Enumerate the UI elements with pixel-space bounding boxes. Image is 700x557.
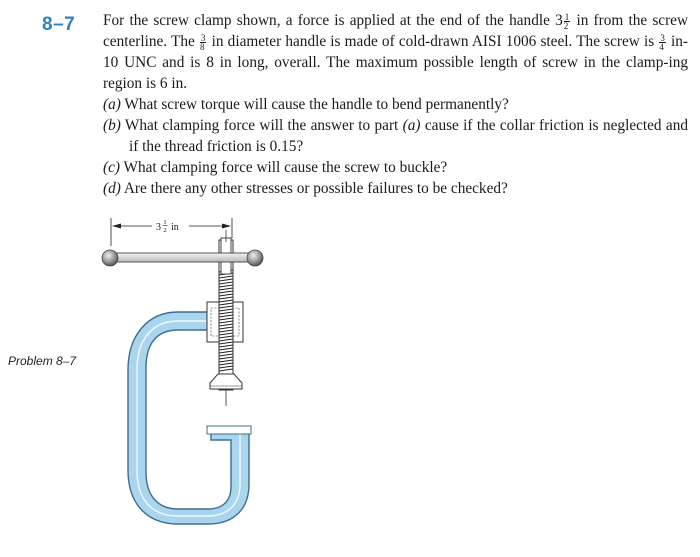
- problem-number: 8–7: [42, 14, 76, 35]
- part-d: (d) Are there any other stresses or possible failures to be checked?: [103, 180, 508, 197]
- dimension-unit: in: [171, 222, 179, 233]
- intro-text-2: in from the screw centerline. The: [103, 12, 689, 50]
- handle-ball-right: [247, 250, 263, 266]
- part-a: (a) What screw torque will cause the handle to bend permanently?: [103, 96, 509, 113]
- dimension-denominator: 2: [163, 227, 167, 234]
- intro-text-4: in-10 UNC and is 8 in long, overall. The maximum possible length of screw in the clamp-ing region is 6 in.: [103, 33, 689, 92]
- dimension-line: [111, 218, 232, 246]
- handle: [102, 250, 263, 266]
- fraction-screw-size: $\frac{3}{4}$: [659, 32, 665, 52]
- part-c: (c) What clamping force will cause the screw to buckle?: [103, 159, 448, 176]
- intro-text-3: in diameter handle is made of cold-drawn AISI 1006 steel. The screw is: [207, 33, 655, 50]
- swivel-pad: [210, 374, 242, 389]
- dimension-numerator: 1: [163, 219, 167, 226]
- fraction-handle-length: 3 $\frac{1}{2}$: [555, 11, 570, 31]
- dimension-whole: 3: [156, 222, 161, 233]
- fraction-handle-diameter: $\frac{3}{8}$: [199, 32, 206, 52]
- part-b: (b) What clamping force will the answer to part (a) cause if the collar friction is neglected and if the thread friction is 0.15?: [103, 117, 689, 155]
- problem-figure-label: Problem 8–7: [8, 354, 77, 368]
- handle-ball-left: [102, 250, 118, 266]
- intro-text-1: For the screw clamp shown, a force is applied at the end of the handle: [103, 12, 550, 29]
